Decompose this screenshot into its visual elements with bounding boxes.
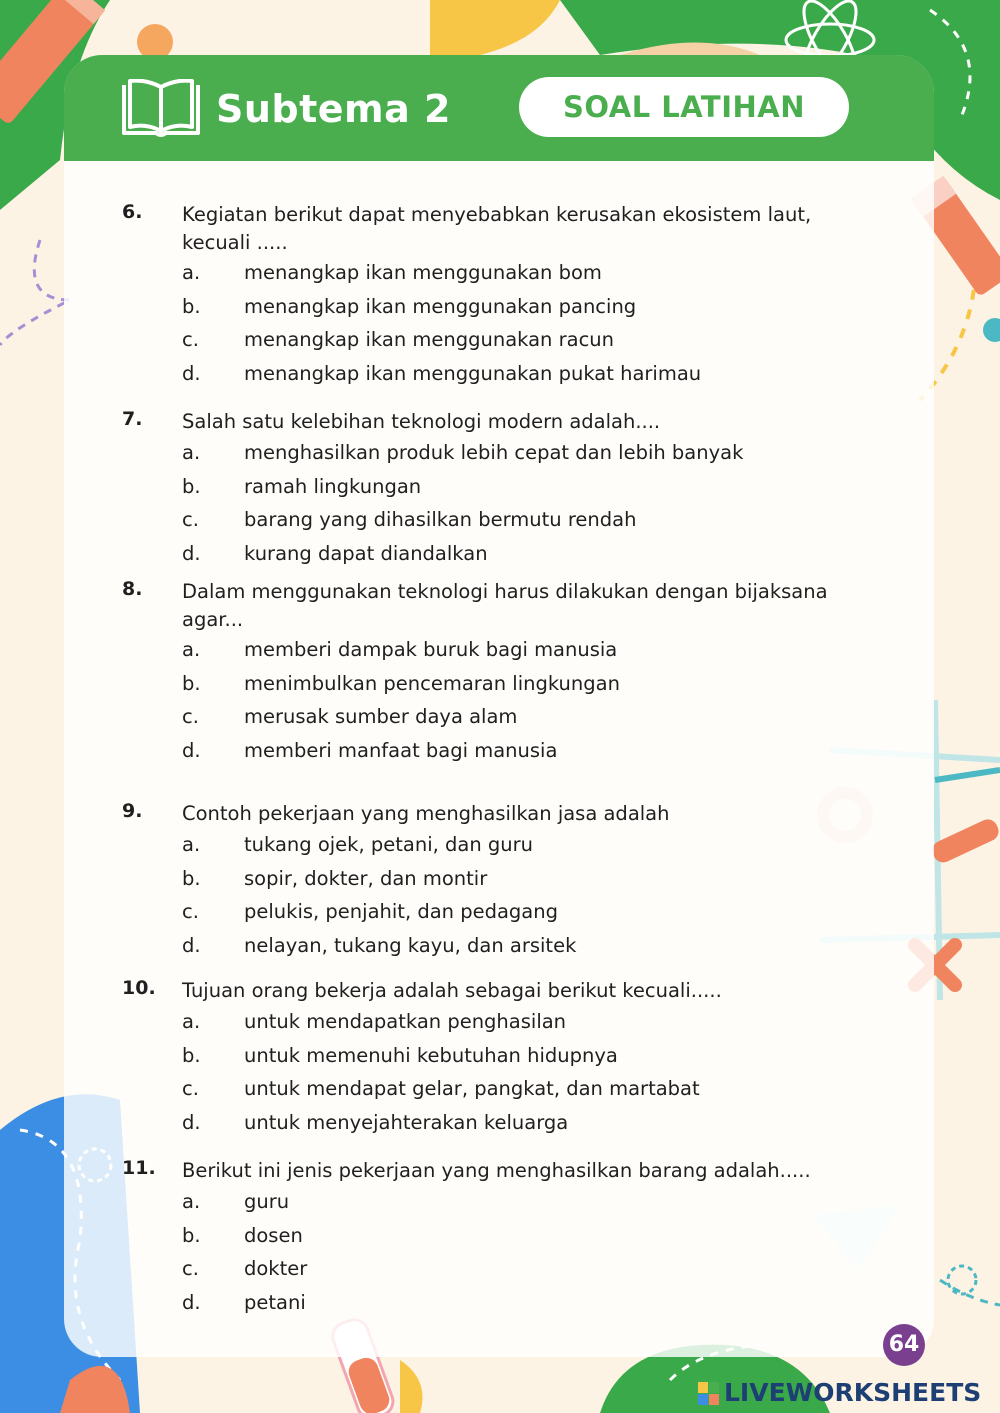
page-number-badge: 64 (883, 1324, 925, 1366)
option-d[interactable] (64, 1291, 934, 1321)
question-text: Salah satu kelebihan teknologi modern adalah.... (182, 410, 661, 433)
option-text: pelukis, penjahit, dan pedagang (244, 900, 558, 923)
question-number: 7. (122, 408, 143, 430)
option-letter: a. (182, 261, 201, 284)
option-text: tukang ojek, petani, dan guru (244, 833, 534, 856)
question-text: Tujuan orang bekerja adalah sebagai berikut kecuali..... (182, 979, 722, 1002)
question-number: 9. (122, 800, 143, 822)
question-number: 10. (122, 977, 156, 999)
option-letter: c. (182, 900, 199, 923)
liveworksheets-logo-icon (698, 1382, 720, 1406)
option-text: untuk mendapatkan penghasilan (244, 1010, 567, 1033)
option-letter: d. (182, 739, 201, 762)
option-d[interactable] (64, 934, 934, 964)
option-letter: a. (182, 441, 201, 464)
option-letter: a. (182, 1190, 201, 1213)
option-b[interactable] (64, 1224, 934, 1254)
option-a[interactable] (64, 1190, 934, 1220)
subtema-title: Subtema 2 (216, 87, 451, 131)
option-a[interactable] (64, 441, 934, 471)
option-letter: d. (182, 1291, 201, 1314)
option-letter: d. (182, 934, 201, 957)
option-d[interactable] (64, 542, 934, 572)
option-b[interactable] (64, 672, 934, 702)
option-text: petani (244, 1291, 306, 1314)
option-b[interactable] (64, 295, 934, 325)
option-letter: a. (182, 638, 201, 661)
option-letter: a. (182, 1010, 201, 1033)
option-text: untuk memenuhi kebutuhan hidupnya (244, 1044, 618, 1067)
option-b[interactable] (64, 867, 934, 897)
option-letter: c. (182, 705, 199, 728)
option-text: ramah lingkungan (244, 475, 422, 498)
option-text: menangkap ikan menggunakan pancing (244, 295, 637, 318)
option-d[interactable] (64, 739, 934, 769)
option-letter: d. (182, 362, 201, 385)
option-letter: c. (182, 508, 199, 531)
option-text: menangkap ikan menggunakan bom (244, 261, 602, 284)
option-letter: d. (182, 542, 201, 565)
option-text: nelayan, tukang kayu, dan arsitek (244, 934, 577, 957)
option-b[interactable] (64, 475, 934, 505)
question-number: 6. (122, 201, 143, 223)
option-c[interactable] (64, 508, 934, 538)
option-c[interactable] (64, 328, 934, 358)
option-text: menghasilkan produk lebih cepat dan lebih banyak (244, 441, 744, 464)
question-text: Kegiatan berikut dapat menyebabkan kerusakan ekosistem laut, kecuali ..... (182, 203, 812, 254)
worksheet-header (64, 55, 934, 161)
liveworksheets-brand[interactable]: LIVEWORKSHEETS (724, 1378, 982, 1407)
open-book-icon (120, 79, 202, 139)
option-letter: b. (182, 1044, 201, 1067)
option-d[interactable] (64, 362, 934, 392)
option-letter: b. (182, 1224, 201, 1247)
question-number: 8. (122, 578, 143, 600)
option-a[interactable] (64, 833, 934, 863)
option-a[interactable] (64, 1010, 934, 1040)
option-letter: c. (182, 328, 199, 351)
option-c[interactable] (64, 900, 934, 930)
question-text: Contoh pekerjaan yang menghasilkan jasa adalah (182, 802, 670, 825)
option-text: memberi dampak buruk bagi manusia (244, 638, 618, 661)
option-text: sopir, dokter, dan montir (244, 867, 488, 890)
option-text: menangkap ikan menggunakan racun (244, 328, 615, 351)
option-text: barang yang dihasilkan bermutu rendah (244, 508, 637, 531)
option-text: dosen (244, 1224, 303, 1247)
option-text: guru (244, 1190, 290, 1213)
option-letter: c. (182, 1257, 199, 1280)
option-text: menimbulkan pencemaran lingkungan (244, 672, 620, 695)
option-text: merusak sumber daya alam (244, 705, 518, 728)
option-letter: d. (182, 1111, 201, 1134)
option-text: kurang dapat diandalkan (244, 542, 488, 565)
option-text: memberi manfaat bagi manusia (244, 739, 558, 762)
option-text: untuk menyejahterakan keluarga (244, 1111, 569, 1134)
option-b[interactable] (64, 1044, 934, 1074)
worksheet-card (64, 55, 934, 1357)
option-a[interactable] (64, 261, 934, 291)
option-text: dokter (244, 1257, 308, 1280)
option-text: untuk mendapat gelar, pangkat, dan martabat (244, 1077, 700, 1100)
option-letter: c. (182, 1077, 199, 1100)
option-letter: b. (182, 672, 201, 695)
option-letter: b. (182, 867, 201, 890)
option-c[interactable] (64, 1077, 934, 1107)
option-letter: a. (182, 833, 201, 856)
question-text: Dalam menggunakan teknologi harus dilakukan dengan bijaksana agar... (182, 580, 828, 631)
question-text: Berikut ini jenis pekerjaan yang menghasilkan barang adalah..... (182, 1159, 811, 1182)
option-d[interactable] (64, 1111, 934, 1141)
option-letter: b. (182, 475, 201, 498)
soal-latihan-badge: SOAL LATIHAN (519, 77, 849, 137)
option-c[interactable] (64, 1257, 934, 1287)
question-number: 11. (122, 1157, 156, 1179)
option-c[interactable] (64, 705, 934, 735)
option-text: menangkap ikan menggunakan pukat harimau (244, 362, 702, 385)
option-letter: b. (182, 295, 201, 318)
option-a[interactable] (64, 638, 934, 668)
